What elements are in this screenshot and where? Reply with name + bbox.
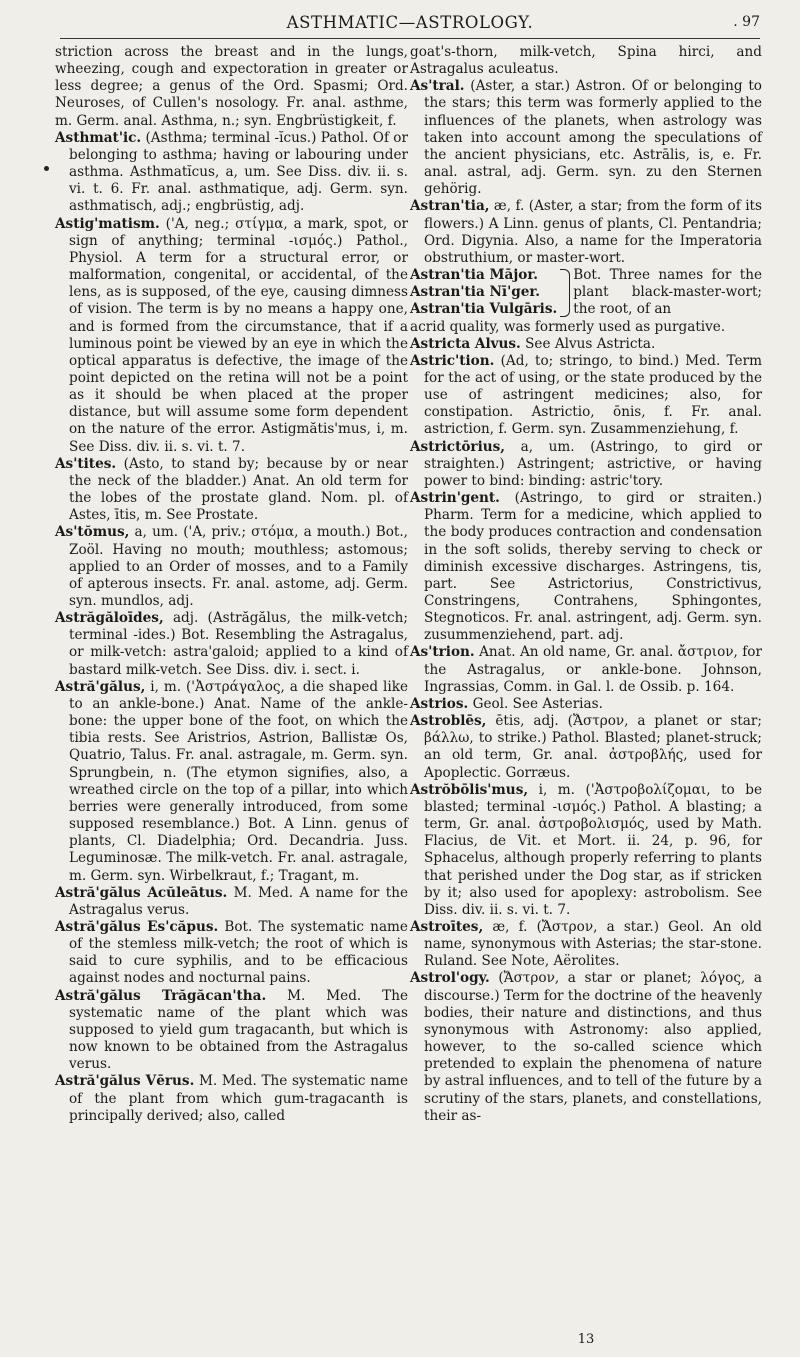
dictionary-entry [410,198,762,267]
entry-text: æ, f. (Aster, a star; from the form of its flowers.) A Linn. genus of plants, Cl. Pentandria; Ord. Digynia. Also, a name for the Imperatoria obstruthium, or master-wort. [424,198,762,266]
right-column-lower [410,319,762,1125]
entry-text: Geol. See Asterias. [468,695,603,712]
entry-text: a, um. ('A, priv.; στόμα, a mouth.) Bot., Zoöl. Having no mouth; mouthless; astomous; applied to an Order of mosses, and to a Family of apterous insects. Fr. anal. astome, adj. Germ. syn. mundlos, adj. [69,524,408,609]
entry-text: See Alvus Astricta. [520,335,656,352]
entry-headword: Astrŏbōlis'mus, [410,781,529,798]
brace-mark [560,269,570,316]
entry-headword: Astroblēs, [410,713,487,730]
entry-headword: Astricta Alvus. [410,335,521,352]
dictionary-entry [410,782,762,919]
entry-text: M. Med. The systematic name of the plant from which gum-tragacanth is principally derived; also, called [69,1073,408,1124]
entry-headword: Asthmat'ic. [55,129,142,146]
group-headword: Astran'tia Mājor. [410,267,538,284]
entry-text: M. Med. The systematic name of the plant which was supposed to yield gum tragacanth, but which is now known to be obtained from the Astragalus verus. [69,987,408,1073]
entry-text: M. Med. A name for the Astragalus verus. [69,884,409,918]
dictionary-entry [55,919,408,988]
entry-headword: Astric'tion. [410,352,495,369]
entry-headword: Astran'tia, [410,198,490,215]
dictionary-entry [410,970,762,1124]
entry-headword: Astrios. [410,695,469,712]
entry-text: (Astringo, to gird or straiten.) Pharm. Term for a medicine, which applied to the body produces contraction and condensation in the soft solids, thereby serving to check or diminish excessive discharges. Astringens, tis, part. See Astrictorius, Constrictivus, Constringens, Contrahens, Sphingontes, Stegnoticos. Fr. anal. astringent, adj. Germ. syn. zusummenziehend, part. adj. [424,490,762,644]
entry-text: adj. (Astrăgălus, the milk-vetch; terminal -ides.) Bot. Resembling the Astragalus, or milk-vetch: astra'galoid; applied to a kind of bastard milk-vetch. See Diss. div. i. sect. i. [69,610,408,678]
dictionary-entry [410,78,762,198]
left-column [55,44,408,1125]
entry-headword: Astră'gălus Es'căpus. [55,918,219,935]
entry-text: (Ad, to; stringo, to bind.) Med. Term for the act of using, or the state produced by the use of astringent medicines; also, for constipation. Astrictio, ōnis, f. Fr. anal. astriction, f. Germ. syn. Zusammenziehung, f. [424,352,762,438]
right-column-upper [410,44,762,267]
dictionary-entry [410,439,762,490]
running-header [60,8,760,39]
dictionary-entry [410,919,762,970]
dictionary-entry [410,336,762,353]
entry-headword: Astrol'ogy. [410,970,490,987]
entry-headword: Astrăgăloīdes, [55,610,164,627]
entry-text: Anat. An old name, Gr. anal. ἄστριον, for the Astragalus, or ankle-bone. Johnson, Ingrassias, Comm. in Gal. l. de Ossib. p. 164. [424,644,762,695]
dictionary-entry [55,885,408,919]
margin-dot-mark [44,166,49,171]
entry-headword: Astroītes, [410,918,484,935]
entry-headword: Astră'gălus Trăgăcan'tha. [55,987,267,1004]
entry-headword: As'tites. [55,455,117,472]
entry-continuation [55,44,408,130]
entry-headword: Astig'matism. [55,215,160,232]
dictionary-entry [55,130,408,216]
group-headword: Astran'tia Nī'ger. [410,284,541,301]
entry-text: i, m. ('Ἀστράγαλος, a die shaped like to an ankle-bone.) Anat. Name of the ankle-bone: the upper bone of the foot, on which the tibia rests. See Aristrios, Astrion, Ballistæ Os, Quatrio, Talus. Fr. anal. astragale, m. Germ. syn. Sprungbein, n. (The etymon signifies, also, a wreathed circle on the top of a pillar, into which berries were generally introduced, from some supposed resemblance.) Bot. A Linn. genus of plants, Cl. Diadelphia; Ord. Decandria. Juss. Leguminosæ. The milk-vetch. Fr. anal. astragale, m. Germ. syn. Wirbelkraut, f.; Tragant, m. [69,678,408,884]
dictionary-entry [410,490,762,644]
entry-text: (Ἄστρον, a star or planet; λόγος, a discourse.) Term for the doctrine of the heavenly bodies, their nature and distinctions, and thus synonymous with Astronomy: also applied, however, to the so-called science which pretended to explain the phenomena of nature by astral influences, and to tell of the future by a scrutiny of the stars, planets, and constellations, their as- [424,970,762,1124]
group-headword: Astran'tia Vulgāris. [410,301,558,318]
dictionary-entry [55,610,408,679]
dictionary-entry [410,696,762,713]
entry-text: (Aster, a star.) Astron. Of or belonging to the stars; this term was formerly applied to the influences of the planets, when astrology was taken into account among the speculations of the ancient physicians, etc. Astrālis, is, e. Fr. anal. astral, adj. Germ. syn. zu den Sternen gehörig. [424,78,762,198]
entry-text: Bot. The systematic name of the stemless milk-vetch; the root of which is said to cure syphilis, and to be efficacious against nodes and nocturnal pains. [69,918,408,987]
signature-mark: 13 [577,1332,595,1347]
dictionary-entry [55,524,408,610]
right-column [410,44,762,1125]
entry-headword: As'tral. [410,78,465,95]
entry-text: (Asto, to stand by; because by or near the neck of the bladder.) Anat. An old term for the lobes of the prostate gland. Nom. pl. of Astes, ītis, m. See Prostate. [69,455,408,524]
entry-text: goat's-thorn, milk-vetch, Spina hirci, and Astragalus aculeatus. [410,44,762,78]
entry-text: i, m. ('Ἀστροβολίζομαι, to be blasted; terminal -ισμός.) Pathol. A blasting; a term, Gr. anal. ἀστροβολισμός, used by Math. Flacius, de Vit. et Mort. ii. 24, p. 96, for Sphacelus, although properly referring to plants that perished under the Dog star, as if stricken by it; also used for apoplexy: astrobolism. See Diss. div. ii. s. vi. t. 7. [424,781,762,918]
entry-text: a, um. (Astringo, to gird or straighten.) Astringent; astrictive, or having power to bind: binding: astric'tory. [424,438,762,489]
entry-headword: Astră'gălus Vērus. [55,1073,195,1090]
dictionary-entry [55,1073,408,1124]
entry-text: acrid quality, was formerly used as purgative. [410,318,726,335]
entry-text: ētis, adj. (Ἄστρον, a planet or star; βάλλω, to strike.) Pathol. Blasted; planet-struck; an old term, Gr. anal. ἀστροβλής, used for Apoplectic. Gorræus. [424,713,762,781]
page-number: . 97 [733,14,760,30]
dictionary-entry [410,353,762,439]
astrantia-group-definition: Bot. Three names for the plant black-master-wort; the root, of an [573,267,762,318]
entry-headword: Astră'gălus, [55,678,146,695]
entry-headword: As'trion. [410,644,475,661]
entry-headword: As'tŏmus, [55,524,130,541]
entry-headword: Astră'gălus Acŭleātus. [55,884,228,901]
entry-text: striction across the breast and in the lungs, wheezing, cough and expectoration in greater or less degree; a genus of the Ord. Spasmi; Ord. Neuroses, of Cullen's nosology. Fr. anal. asthme, m. Germ. anal. Asthma, n.; syn. Engbrüstigkeit, f. [55,44,408,129]
astrantia-group-entry [410,267,762,318]
dictionary-entry [55,679,408,885]
dictionary-entry [410,713,762,782]
entry-continuation [410,319,762,336]
entry-text: (Asthma; terminal -ĭcus.) Pathol. Of or belonging to asthma; having or labouring under asthma. Asthmatĭcus, a, um. See Diss. div. ii. s. vi. t. 6. Fr. anal. asthmatique, adj. Germ. syn. asthmatisch, adj.; engbrüstig, adj. [69,129,408,215]
entry-continuation [410,44,762,78]
entry-headword: Astrin'gent. [410,490,500,507]
dictionary-entry [55,456,408,525]
dictionary-entry [55,988,408,1074]
dictionary-entry [55,216,408,456]
astrantia-group-headwords [410,267,557,318]
entry-headword: Astrictōrius, [410,438,506,455]
header-title: ASTHMATIC—ASTROLOGY. [286,13,534,32]
entry-text: æ, f. (Ἄστρον, a star.) Geol. An old name, synonymous with Asterias; the star-stone. Ruland. See Note, Aërolites. [424,918,762,970]
entry-text: ('A, neg.; στίγμα, a mark, spot, or sign of anything; terminal -ισμός.) Pathol., Physiol. A term for a structural error, or malformation, congenital, or accidental, of the lens, as is supposed, of the eye, causing dimness of vision. The term is by no means a happy one, and is formed from the circumstance, that if a luminous point be viewed by an eye in which the optical apparatus is defective, the image of the point depicted on the retina will not be a point as it should be when placed at the proper distance, but will assume some form dependent on the nature of the error. Astigmătis'mus, i, m. See Diss. div. ii. s. vi. t. 7. [69,215,408,455]
dictionary-entry [410,644,762,695]
